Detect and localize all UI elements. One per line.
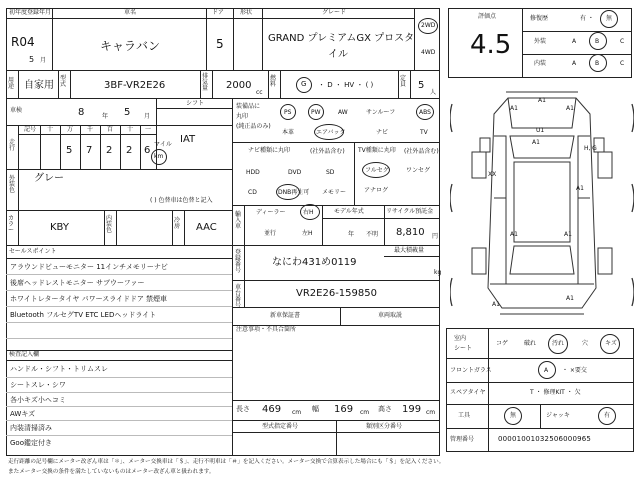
color-code: KBY	[50, 222, 69, 233]
reg-month: 5	[29, 55, 35, 64]
spare-items: T ・ 修理KIT ・ 欠	[530, 389, 581, 396]
car-name-label: 車名	[124, 9, 137, 16]
navi-dnb: DNB再生可	[278, 189, 310, 196]
cool-value: AAC	[196, 222, 217, 233]
mark-u1: U1	[536, 127, 545, 134]
exterior-a: A	[572, 38, 577, 45]
shape-label: 形状	[240, 9, 253, 16]
model-year-unit: 年	[348, 231, 355, 238]
mileage-digit-2: 2	[106, 145, 113, 156]
equip-label-2: 丸印	[236, 113, 249, 120]
equip-navi: ナビ	[376, 129, 389, 136]
model-value: 3BF-VR2E26	[104, 80, 166, 91]
navi-cd: CD	[248, 189, 257, 196]
recycle-yen: 円	[432, 233, 439, 240]
navi-dvd: DVD	[288, 169, 302, 176]
mark-a1-5: A1	[576, 185, 584, 192]
tv-sub: (社外品含む)	[404, 148, 439, 155]
mileage-label: 走行	[9, 139, 16, 152]
drive-2wd: 2WD	[421, 22, 436, 29]
selling-points-label: セールスポイント	[9, 248, 57, 255]
exterior-c: C	[620, 38, 625, 45]
grade-label: グレード	[322, 9, 347, 16]
vehicle-damage-diagram	[450, 88, 634, 318]
navi-hdd: HDD	[246, 169, 260, 176]
reg-year-label: 初年度登録年月	[9, 9, 52, 16]
equip-tv: TV	[420, 129, 428, 136]
fuel-selected: G	[301, 80, 307, 88]
usage-label: 用途	[8, 77, 15, 90]
equip-airbag: エアバック	[316, 129, 346, 136]
navi-label: ナビ種類に丸印	[248, 147, 291, 154]
color-value: グレー	[34, 173, 64, 184]
door-label: ドア	[212, 9, 224, 16]
navi-memory: メモリー	[322, 189, 347, 196]
model-year-value: 不明	[366, 231, 379, 238]
code-interior-label: 内装色	[106, 215, 113, 234]
digit-label-2: 千	[87, 126, 94, 133]
repair-label: 修復歴	[530, 15, 549, 22]
equip-ps: PS	[284, 109, 292, 116]
navi-sd: SD	[326, 169, 335, 176]
equip-sunroof: サンルーフ	[366, 109, 396, 116]
code-cool-label: 冷房	[174, 217, 181, 230]
digit-label-4: 十	[127, 126, 134, 133]
color-note: ( ) 色替車は色替と記入	[150, 197, 213, 204]
tool-label: 工具	[458, 412, 471, 419]
shift-value: IAT	[180, 134, 196, 145]
import-dealer: ディーラー	[256, 209, 286, 216]
equip-leather: 本革	[282, 129, 295, 136]
registration-label: 登録番号	[235, 249, 242, 274]
mileage-digit-4: 6	[144, 145, 151, 156]
inspection-year: 8	[78, 107, 85, 118]
max-load-label: 最大積載量	[394, 247, 425, 254]
mgmt-value: 00001001032506000965	[498, 435, 592, 443]
import-left-h: 左H	[302, 230, 313, 237]
selling-line-3: Bluetooth フルセグTV ETC LEDヘッドライト	[10, 311, 157, 319]
glass-a: A	[544, 367, 549, 374]
code-color-label: カラー	[8, 215, 15, 234]
equip-pw: PW	[311, 109, 321, 116]
import-parallel: 並行	[264, 230, 277, 237]
footer-line-2: またメーター交換の条件を満たしていないものはメーター改ざん車と扱われます。	[8, 469, 215, 475]
registration-value: なにわ431め0119	[272, 257, 357, 268]
length-label: 長さ	[236, 405, 250, 413]
drive-4wd: 4WD	[421, 49, 436, 56]
jack-label: ジャッキ	[546, 412, 570, 419]
doors: 5	[216, 37, 224, 51]
import-label: 輸入車	[235, 211, 242, 230]
category-label: 類別区分番号	[366, 423, 403, 430]
cc-unit: cc	[256, 89, 263, 96]
type-label: 型式指定番号	[262, 423, 299, 430]
mark-a1-3: A1	[566, 105, 574, 112]
score-value: 4.5	[470, 30, 512, 60]
mark-xx: XX	[488, 171, 497, 178]
mark-a1-4: A1	[532, 139, 540, 146]
selling-line-2: ホワイトレタータイヤ パワースライドドア 禁煙車	[10, 295, 168, 303]
room-yabure: 破れ	[524, 340, 537, 347]
mileage-digit-3: 2	[126, 145, 133, 156]
score-label: 評価点	[478, 13, 497, 20]
width-unit: cm	[360, 409, 370, 416]
unit-mile: マイル	[154, 141, 172, 148]
glass-rest: ・ ×要交	[562, 367, 587, 374]
interior-a: A	[572, 60, 577, 67]
exterior-b: B	[595, 38, 600, 45]
grade-line1: GRAND プレミアムGX プロスタ	[268, 33, 415, 44]
room-label: 室内	[454, 335, 467, 342]
inspection-month-unit: 月	[144, 113, 151, 120]
capacity-label: 定員	[400, 75, 407, 88]
inspector-line-2: 各小キズ小ヘコミ	[10, 396, 66, 404]
exterior-label: 外装	[534, 38, 547, 45]
recycle-fee-label: リサイクル預託金	[386, 208, 434, 215]
equip-label-3: (純正品のみ)	[236, 123, 271, 130]
selling-line-1: 後席ヘッドレストモニター サブウーファー	[10, 279, 145, 287]
inspector-label: 検査記入欄	[9, 351, 40, 358]
equip-label-1: 装備品に	[236, 103, 261, 110]
car-name: キャラバン	[100, 39, 161, 53]
digit-label-5: 一	[145, 126, 152, 133]
inspection-label: 車検	[10, 107, 23, 114]
unit-km: km	[154, 153, 164, 160]
navi-sub: (社外品含む)	[310, 148, 345, 155]
max-load-unit: kg	[434, 269, 442, 276]
usage-value: 自家用	[24, 80, 54, 91]
interior-b: B	[595, 60, 600, 67]
width-label: 幅	[312, 405, 319, 413]
spare-label: スペアタイヤ	[450, 389, 486, 396]
mark-a1-7: A1	[564, 231, 572, 238]
selling-line-0: アラウンドビューモニター 11インチメモリーナビ	[10, 263, 168, 271]
digit-label-1: 万	[67, 126, 74, 133]
footer-line-1: 走行距離の記号欄にメーター改ざん車は「＊」、メーター交換車は「＄」、走行不明車は「＃」を記入ください。メーター交換で合算表示した場合にも「＄」を記入ください。	[8, 459, 445, 465]
room-hole: 穴	[582, 340, 589, 347]
import-right-h: 右H	[303, 209, 314, 216]
equip-aw: AW	[338, 109, 348, 116]
height-label: 高さ	[378, 405, 392, 413]
recycle-fee: 8,810	[396, 227, 425, 238]
tv-analog: アナログ	[364, 187, 389, 194]
inspection-month: 5	[124, 107, 131, 118]
mark-a1-6: A1	[510, 231, 518, 238]
room-scratch: キズ	[605, 340, 617, 347]
model-year-label: モデル年式	[334, 208, 364, 215]
inspection-year-unit: 年	[102, 113, 109, 120]
mark-hg: H,'G	[584, 145, 597, 152]
displacement: 2000	[226, 80, 252, 91]
new-warranty: 新車保証書	[270, 312, 301, 319]
tv-oneseg: ワンセグ	[406, 167, 431, 174]
height-value: 199	[402, 404, 422, 415]
fuel-label: 燃料	[270, 75, 277, 88]
capacity: 5	[418, 80, 425, 91]
inspector-line-3: AWキズ	[10, 410, 36, 418]
color-label: 外装色	[9, 175, 16, 194]
inspector-line-5: Goo鑑定付き	[10, 439, 52, 447]
room-koge: コゲ	[496, 340, 509, 347]
mark-a1-9: A1	[566, 295, 574, 302]
mileage-digit-1: 7	[86, 145, 93, 156]
chassis-value: VR2E26-159850	[296, 288, 377, 299]
digit-label-3: 百	[107, 126, 114, 133]
capacity-unit: 人	[430, 89, 437, 96]
grade-line2: イル	[328, 49, 348, 60]
month-unit: 月	[40, 57, 47, 64]
notes-label: 注意事項・不具合箇所	[236, 326, 297, 333]
length-unit: cm	[292, 409, 302, 416]
repair-selected: 無	[606, 15, 613, 22]
shift-label: シフト	[186, 100, 205, 107]
inspector-line-0: ハンドル・シフト・トリムスレ	[10, 365, 108, 373]
mark-a1-1: A1	[538, 97, 546, 104]
interior-c: C	[620, 60, 625, 67]
manual: 車両取説	[378, 312, 403, 319]
seat-label: シート	[454, 345, 473, 352]
tv-label: TV種類に丸印	[358, 147, 396, 154]
interior-label: 内装	[534, 60, 547, 67]
fuel-options: ・ D ・ HV ・ ( )	[318, 81, 374, 89]
repair-options: 有 ・	[580, 15, 594, 22]
height-unit: cm	[426, 409, 436, 416]
mark-a1-8: A1	[492, 301, 500, 308]
jack-value: 有	[604, 412, 611, 419]
equip-abs: ABS	[419, 109, 431, 116]
mileage-memo-label: 記号	[24, 126, 37, 133]
displacement-label: 排気量	[202, 73, 209, 92]
inspector-line-1: シートスレ・シワ	[10, 381, 66, 389]
mark-a1-2: A1	[510, 105, 518, 112]
reg-year: R04	[11, 35, 35, 49]
inspector-line-4: 内装清掃済み	[10, 424, 52, 432]
mileage-digit-0: 5	[66, 145, 73, 156]
glass-label: フロントガラス	[450, 367, 492, 374]
tool-value: 無	[510, 412, 517, 419]
width-value: 169	[334, 404, 354, 415]
model-label: 型式	[60, 75, 67, 88]
mgmt-label: 管理番号	[450, 436, 475, 443]
length-value: 469	[262, 404, 282, 415]
chassis-label: 車台番号	[235, 284, 242, 309]
room-dirt: 汚れ	[552, 340, 565, 347]
tv-fullseg: フルセグ	[365, 167, 389, 174]
digit-label-0: 十	[47, 126, 54, 133]
